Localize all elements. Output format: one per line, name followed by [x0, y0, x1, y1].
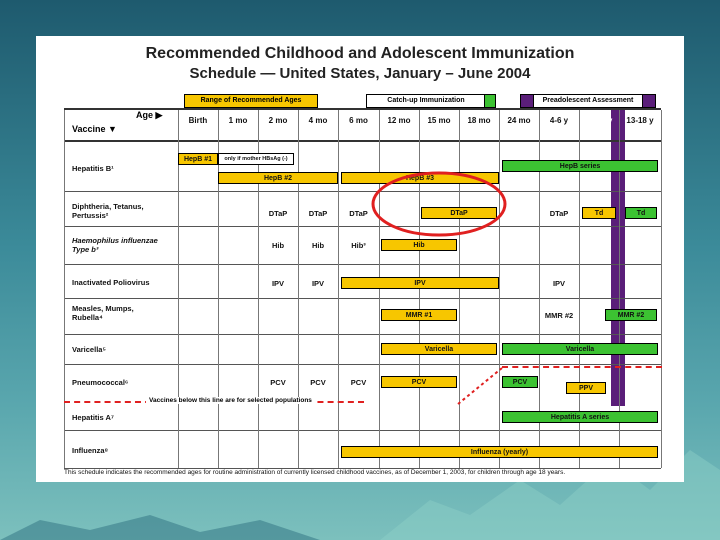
- grid-line: [64, 264, 661, 265]
- grid-line: [64, 430, 661, 431]
- cell-varicella: Varicella: [381, 343, 497, 355]
- age-birth: Birth: [188, 116, 208, 125]
- vaccine-dtap: Diphtheria, Tetanus, Pertussis²: [72, 202, 144, 220]
- legend-preadolescent: Preadolescent Assessment: [532, 94, 644, 108]
- grid-col: [64, 110, 65, 468]
- age-2mo: 2 mo: [268, 116, 288, 125]
- age-12mo: 12 mo: [387, 116, 411, 125]
- cell-hepa-series: Hepatitis A series: [502, 411, 658, 423]
- vaccine-hib: Haemophilus influenzae Type b³: [72, 236, 158, 254]
- vaccine-ipv: Inactivated Poliovirus: [72, 278, 150, 287]
- grid-line: [64, 298, 661, 299]
- grid-col: [419, 110, 420, 468]
- cell-ipv-4mo: IPV: [311, 279, 325, 288]
- selected-population-divider-right: [502, 366, 662, 368]
- cell-hepb1: HepB #1: [178, 153, 218, 165]
- cell-dtap-4mo: DTaP: [308, 209, 328, 218]
- age-header: Age ▶: [136, 110, 163, 120]
- cell-td-11-12y: Td: [582, 207, 616, 219]
- cell-ipv-2mo: IPV: [271, 279, 285, 288]
- schedule-title: Recommended Childhood and Adolescent Immunization: [145, 45, 575, 62]
- highlight-circle: [369, 169, 509, 239]
- age-4-6y: 4-6 y: [549, 116, 569, 125]
- cell-hepb1-note: only if mother HBsAg (-): [218, 153, 294, 165]
- cell-pcv-4mo: PCV: [310, 378, 326, 387]
- age-11-12y: 11-12 y: [585, 116, 613, 125]
- cell-dtap-6mo: DTaP: [349, 209, 368, 218]
- grid-line: [64, 140, 661, 142]
- preadolescent-column: [611, 110, 625, 406]
- grid-col: [379, 110, 380, 468]
- grid-line: [64, 226, 661, 227]
- vaccine-pneumococcal: Pneumococcal⁶: [72, 378, 129, 387]
- cell-ipv-4-6y: IPV: [552, 279, 566, 288]
- grid-col: [499, 110, 500, 468]
- age-18mo: 18 mo: [467, 116, 491, 125]
- cell-pcv-12-15mo: PCV: [381, 376, 457, 388]
- cell-hib-4mo: Hib: [311, 241, 325, 250]
- age-6mo: 6 mo: [349, 116, 368, 125]
- cell-hib-6mo: Hib³: [351, 241, 366, 250]
- vaccine-hepb: Hepatitis B¹: [72, 164, 114, 173]
- vaccine-header: Vaccine ▼: [72, 124, 117, 134]
- cell-influenza: Influenza (yearly): [341, 446, 658, 458]
- cell-hepb-series: HepB series: [502, 160, 658, 172]
- schedule-footnote: This schedule indicates the recommended ages for routine administration of currently licensed childhood vaccines, as of December 1, 2003, for children through age 18 years.: [64, 469, 566, 476]
- cell-dtap-4-6y: DTaP: [549, 209, 569, 218]
- grid-line: [64, 191, 661, 192]
- cell-ipv-6-18mo: IPV: [341, 277, 499, 289]
- cell-mmr1: MMR #1: [381, 309, 457, 321]
- cell-dtap-15-18mo: DTaP: [421, 207, 497, 219]
- vaccine-mmr: Measles, Mumps, Rubella⁴: [72, 304, 134, 322]
- legend-preadolescent-swatch-right: [642, 94, 656, 108]
- grid-col: [338, 110, 339, 468]
- legend-range: Range of Recommended Ages: [184, 94, 318, 108]
- legend-catchup-swatch: [484, 94, 496, 108]
- legend-catchup: Catch-up Immunization: [366, 94, 486, 108]
- legend-preadolescent-swatch: [520, 94, 534, 108]
- age-24mo: 24 mo: [507, 116, 531, 125]
- age-4mo: 4 mo: [308, 116, 328, 125]
- age-13-18y: 13-18 y: [626, 116, 654, 125]
- cell-hepb3: HepB #3: [341, 172, 499, 184]
- age-15mo: 15 mo: [427, 116, 451, 125]
- age-1mo: 1 mo: [228, 116, 248, 125]
- schedule-subtitle: Schedule — United States, January – June 2004: [189, 65, 531, 82]
- cell-hib-2mo: Hib: [271, 241, 285, 250]
- cell-varicella-catchup: Varicella: [502, 343, 658, 355]
- cell-mmr2-4-6y: MMR #2: [544, 311, 574, 320]
- cell-pcv-2mo: PCV: [270, 378, 286, 387]
- vaccine-influenza: Influenza⁸: [72, 446, 109, 455]
- divider-diagonal: [456, 366, 506, 406]
- grid-col: [661, 110, 662, 468]
- vaccine-varicella: Varicella⁵: [72, 345, 106, 354]
- divider-label: Vaccines below this line are for selected populations: [146, 397, 315, 404]
- cell-hepb2: HepB #2: [218, 172, 338, 184]
- cell-pcv-catchup: PCV: [502, 376, 538, 388]
- cell-hib-12-15mo: Hib: [381, 239, 457, 251]
- cell-ppv: PPV: [566, 382, 606, 394]
- grid-line: [64, 364, 661, 365]
- schedule-document: [36, 36, 684, 482]
- cell-mmr2-catchup: MMR #2: [605, 309, 657, 321]
- cell-td-13-18y: Td: [625, 207, 657, 219]
- vaccine-hepa: Hepatitis A⁷: [72, 413, 114, 422]
- cell-pcv-6mo: PCV: [350, 378, 367, 387]
- grid-line: [64, 334, 661, 335]
- grid-col: [459, 110, 460, 468]
- grid-col: [298, 110, 299, 468]
- cell-dtap-2mo: DTaP: [268, 209, 288, 218]
